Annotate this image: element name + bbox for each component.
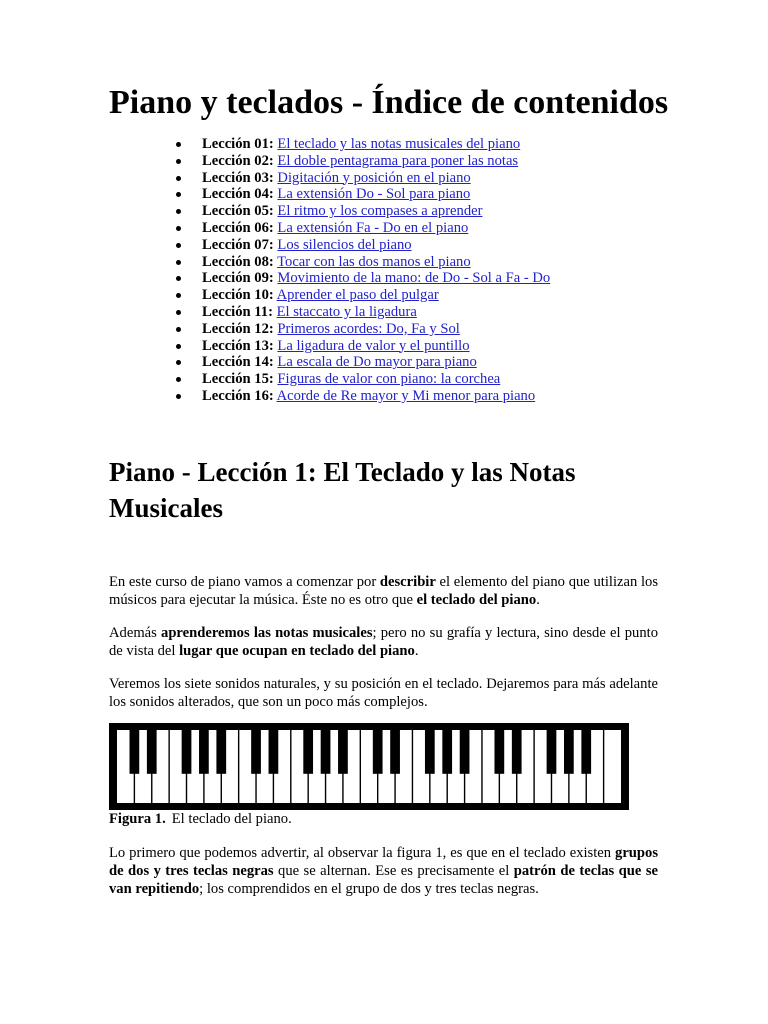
- lesson-number: Lección 07:: [202, 236, 274, 253]
- lesson-number: Lección 03:: [202, 169, 274, 186]
- lesson-number: Lección 09:: [202, 270, 274, 287]
- lesson-number: Lección 02:: [202, 152, 274, 169]
- bullet-icon: [176, 310, 181, 315]
- bullet-icon: [176, 276, 181, 281]
- lesson-link[interactable]: Tocar con las dos manos el piano: [277, 253, 471, 270]
- notes-bold-2: lugar que ocupan en teclado del piano: [179, 643, 415, 659]
- pattern-text-3: ; los comprendidos en el grupo de dos y tres teclas negras.: [199, 881, 539, 897]
- lesson-index-item: [176, 237, 550, 254]
- black-key: [460, 730, 470, 774]
- intro-bold-2: el teclado del piano: [416, 592, 537, 608]
- notes-paragraph: [109, 624, 658, 660]
- notes-text-3: .: [414, 643, 419, 659]
- black-key: [373, 730, 383, 774]
- bullet-icon: [176, 226, 181, 231]
- black-key: [182, 730, 192, 774]
- intro-bold-1: describir: [379, 574, 436, 590]
- black-key: [494, 730, 504, 774]
- notes-text-1: Además: [109, 625, 162, 641]
- lesson-index-item: [176, 170, 550, 187]
- lesson-index-item: [176, 287, 550, 304]
- black-key: [442, 730, 452, 774]
- bullet-icon: [176, 377, 181, 382]
- figure-caption: [109, 810, 292, 828]
- lesson-link[interactable]: El teclado y las notas musicales del piano: [277, 136, 521, 152]
- black-key: [147, 730, 157, 774]
- lesson-number: Lección 14:: [202, 354, 274, 371]
- black-key: [512, 730, 522, 774]
- black-key: [338, 730, 348, 774]
- figure-label: Figura 1.: [109, 811, 166, 827]
- lesson-number: Lección 01:: [202, 136, 274, 152]
- lesson-number: Lección 08:: [202, 253, 274, 270]
- lesson-index-item: [176, 186, 550, 203]
- bullet-icon: [176, 159, 181, 164]
- lesson-link[interactable]: Digitación y posición en el piano: [277, 169, 471, 186]
- lesson-number: Lección 13:: [202, 337, 274, 354]
- bullet-icon: [176, 192, 181, 197]
- intro-text-2: el elemento del piano que utilizan los músicos para ejecutar la música. Éste no es otro que: [109, 574, 658, 608]
- black-key: [425, 730, 435, 774]
- lesson-index-item: [176, 203, 550, 220]
- lesson-index-item: [176, 321, 550, 338]
- lesson-link[interactable]: Figuras de valor con piano: la corchea: [277, 371, 501, 388]
- intro-text-1: En este curso de piano vamos a comenzar por: [109, 574, 380, 590]
- lesson-number: Lección 16:: [202, 387, 274, 404]
- lesson-title: Piano - Lección 1: El Teclado y las Notas Musicales: [109, 457, 576, 523]
- lesson-link[interactable]: Acorde de Re mayor y Mi menor para piano: [276, 387, 536, 404]
- black-key: [390, 730, 400, 774]
- lesson-index-item: [176, 153, 550, 170]
- lesson-number: Lección 04:: [202, 186, 274, 203]
- bullet-icon: [176, 293, 181, 298]
- lesson-index-item: [176, 388, 550, 405]
- notes-text-2: ; pero no su grafía y lectura, sino desde el punto de vista del: [109, 625, 658, 659]
- black-key: [130, 730, 140, 774]
- black-key: [269, 730, 279, 774]
- lesson-index-item: [176, 304, 550, 321]
- lesson-number: Lección 11:: [202, 303, 273, 320]
- pattern-text-1: Lo primero que podemos advertir, al observar la figura 1, es que en el teclado existen: [109, 845, 616, 861]
- lesson-link[interactable]: La escala de Do mayor para piano: [277, 354, 477, 371]
- lesson-number: Lección 05:: [202, 203, 274, 220]
- black-key: [216, 730, 226, 774]
- bullet-icon: [176, 209, 181, 214]
- lesson-link[interactable]: Movimiento de la mano: de Do - Sol a Fa - Do: [277, 270, 551, 287]
- lesson-number: Lección 12:: [202, 320, 274, 337]
- lesson-index-list: [176, 136, 550, 405]
- bullet-icon: [176, 360, 181, 365]
- lesson-index-item: [176, 354, 550, 371]
- lesson-link[interactable]: El ritmo y los compases a aprender: [277, 203, 483, 220]
- lesson-index-item: [176, 136, 550, 153]
- lesson-link[interactable]: El staccato y la ligadura: [276, 303, 417, 320]
- pattern-bold-2: patrón de teclas que se van repitiendo: [109, 863, 658, 897]
- bullet-icon: [176, 344, 181, 349]
- pattern-paragraph: [109, 844, 658, 898]
- bullet-icon: [176, 260, 181, 265]
- black-key: [547, 730, 557, 774]
- lesson-link[interactable]: El doble pentagrama para poner las notas: [277, 152, 519, 169]
- piano-keyboard-image: [109, 723, 629, 810]
- black-key: [251, 730, 261, 774]
- lesson-index-item: [176, 371, 550, 388]
- lesson-number: Lección 15:: [202, 371, 274, 388]
- lesson-index-item: [176, 220, 550, 237]
- lesson-link[interactable]: La extensión Fa - Do en el piano: [277, 219, 469, 236]
- black-key: [581, 730, 591, 774]
- bullet-icon: [176, 142, 181, 147]
- lesson-link[interactable]: Aprender el paso del pulgar: [276, 287, 439, 304]
- keyboard-body: [117, 730, 621, 803]
- bullet-icon: [176, 176, 181, 181]
- black-key: [321, 730, 331, 774]
- black-key: [564, 730, 574, 774]
- bullet-icon: [176, 394, 181, 399]
- lesson-link[interactable]: La ligadura de valor y el puntillo: [277, 337, 470, 354]
- lesson-index-item: [176, 338, 550, 355]
- pattern-bold-1: grupos de dos y tres teclas negras: [109, 845, 658, 879]
- notes-bold-1: aprenderemos las notas musicales: [161, 625, 373, 641]
- piano-keyboard-figure: [109, 723, 629, 810]
- lesson-number: Lección 06:: [202, 219, 274, 236]
- lesson-index-item: [176, 270, 550, 287]
- index-title: Piano y teclados - Índice de contenidos: [109, 84, 669, 121]
- natural-sounds-paragraph: Veremos los siete sonidos naturales, y su posición en el teclado. Dejaremos para más adelante los sonidos alterados, que son un poco más complejos.: [109, 676, 658, 710]
- black-key: [199, 730, 209, 774]
- black-key: [303, 730, 313, 774]
- pattern-text-2: que se alternan. Ese es precisamente el: [273, 863, 514, 879]
- lesson-number: Lección 10:: [202, 287, 274, 304]
- intro-paragraph: [109, 573, 658, 609]
- lesson-link[interactable]: Primeros acordes: Do, Fa y Sol: [277, 320, 460, 337]
- lesson-link[interactable]: Los silencios del piano: [277, 236, 412, 253]
- lesson-link[interactable]: La extensión Do - Sol para piano: [277, 186, 471, 203]
- lesson-index-item: [176, 254, 550, 271]
- intro-text-3: .: [536, 592, 540, 608]
- figure-caption-text: El teclado del piano.: [171, 811, 292, 827]
- bullet-icon: [176, 327, 181, 332]
- bullet-icon: [176, 243, 181, 248]
